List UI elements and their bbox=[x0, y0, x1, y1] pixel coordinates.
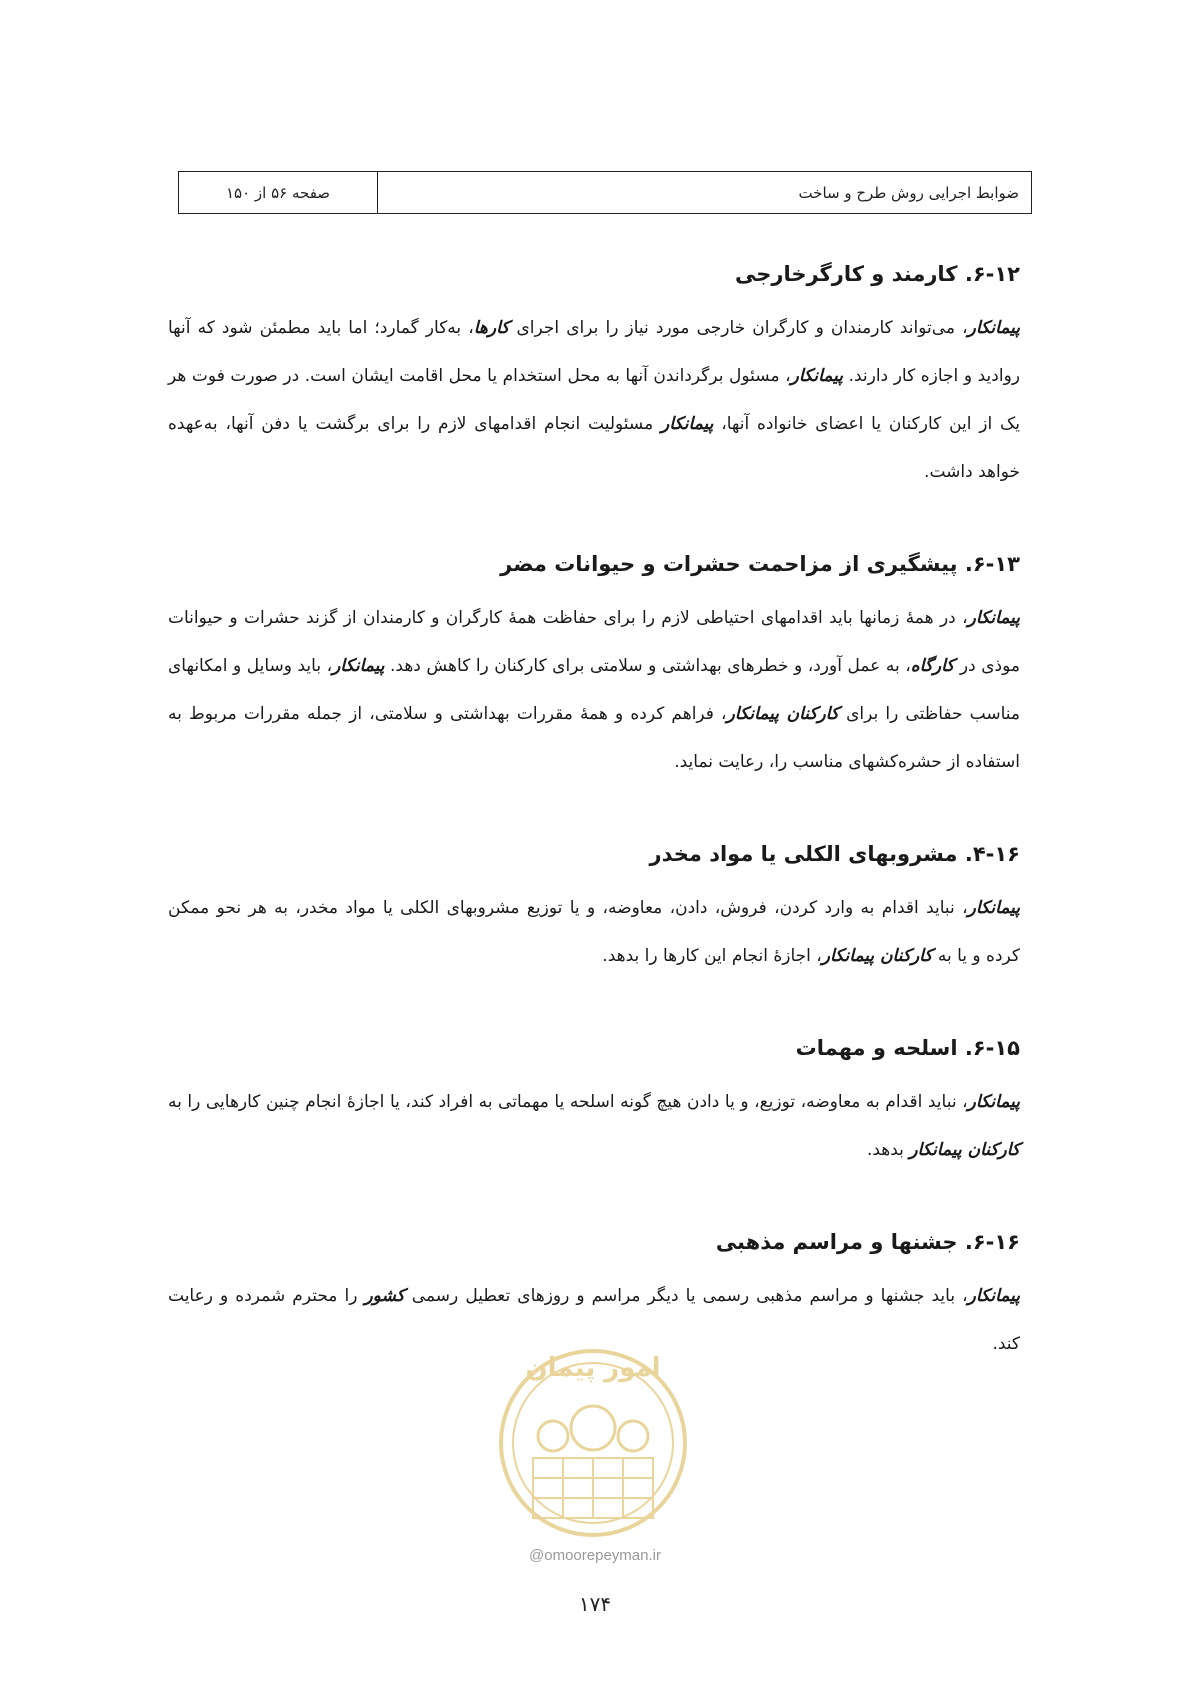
section-heading bbox=[168, 1226, 1020, 1258]
paragraph-text: ، در همهٔ زمانها باید اقدامهای احتیاطی لازم را برای حفاظت همهٔ کارگران و کارمندان از گزند حشرات و حیوانات موذی در bbox=[168, 608, 1020, 676]
header-table bbox=[178, 171, 1032, 214]
section-title: جشنها و مراسم مذهبی bbox=[715, 1230, 958, 1254]
paragraph-text: ، باید وسایل و امکانهای مناسب حفاظتی را برای bbox=[168, 656, 1020, 724]
paragraph-text: بدهد. bbox=[866, 1140, 910, 1160]
section-number: ۶-۱۲. bbox=[964, 262, 1020, 286]
section-number: ۶-۱۳. bbox=[964, 552, 1020, 576]
paragraph-text: ، به‌کار گمارد؛ اما باید مطمئن شود که آنها روادید و اجازه کار دارند. bbox=[168, 318, 1020, 386]
section bbox=[168, 1032, 1020, 1174]
emphasized-term: پیمانکار bbox=[967, 1286, 1020, 1306]
paragraph-text: ، باید جشنها و مراسم مذهبی رسمی یا دیگر مراسم و روزهای تعطیل رسمی bbox=[404, 1286, 968, 1306]
section bbox=[168, 258, 1020, 496]
page-number: ۱۷۴ bbox=[578, 1592, 612, 1616]
section-title: پیشگیری از مزاحمت حشرات و حیوانات مضر bbox=[500, 552, 958, 576]
section-title: کارمند و کارگرخارجی bbox=[735, 262, 958, 286]
page-info: صفحه ۵۶ از ۱۵۰ bbox=[225, 183, 331, 202]
paragraph-text: ، مسئول برگرداندن آنها به محل استخدام یا محل اقامت ایشان است. در صورت فوت هر یک از این کارکنان یا اعضای خانواده آنها، bbox=[168, 366, 1020, 434]
paragraph-text: مسئولیت انجام اقدامهای لازم را برای برگشت یا دفن آنها، به‌عهده خواهد داشت. bbox=[168, 414, 1020, 482]
emphasized-term: پیمانکار bbox=[967, 318, 1020, 338]
emphasized-term: کارکنان پیمانکار bbox=[726, 704, 839, 724]
paragraph-text: را محترم شمرده و رعایت کند. bbox=[168, 1286, 1020, 1354]
emphasized-term: پیمانکار bbox=[967, 898, 1020, 918]
emphasized-term: پیمانکار bbox=[661, 414, 714, 434]
section-paragraph bbox=[168, 884, 1020, 980]
section-heading bbox=[168, 838, 1020, 870]
emphasized-term: پیمانکار bbox=[967, 1092, 1020, 1112]
watermark-url: @omoorepeyman.ir bbox=[529, 1547, 661, 1564]
emphasized-term: کارها bbox=[473, 318, 510, 338]
emphasized-term: کارگاه bbox=[910, 656, 955, 676]
section-heading bbox=[168, 258, 1020, 290]
emphasized-term: کشور bbox=[364, 1286, 405, 1306]
paragraph-text: ، می‌تواند کارمندان و کارگران خارجی مورد نیاز را برای اجرای bbox=[509, 318, 968, 338]
emphasized-term: پیمانکار bbox=[967, 608, 1020, 628]
section-number: ۶-۱۶. bbox=[964, 1230, 1020, 1254]
document-body bbox=[168, 258, 1020, 1420]
watermark-logo bbox=[488, 1328, 698, 1553]
section-number: ۶-۱۵. bbox=[964, 1036, 1020, 1060]
emphasized-term: پیمانکار bbox=[790, 366, 843, 386]
section bbox=[168, 838, 1020, 980]
emphasized-term: کارکنان پیمانکار bbox=[909, 1140, 1020, 1160]
paragraph-text: ، اجازهٔ انجام این کارها را بدهد. bbox=[602, 946, 822, 966]
section-number: ۴-۱۶. bbox=[964, 842, 1020, 866]
watermark-logo-text: امور پیمان bbox=[525, 1353, 661, 1383]
section-title: مشروبهای الکلی یا مواد مخدر bbox=[649, 842, 958, 866]
section-paragraph bbox=[168, 304, 1020, 496]
emphasized-term: کارکنان پیمانکار bbox=[821, 946, 933, 966]
paragraph-text: ، نباید اقدام به وارد کردن، فروش، دادن، معاوضه، و یا توزیع مشروبهای الکلی یا مواد مخدر، به هر نحو ممکن کرده و یا به bbox=[168, 898, 1020, 966]
document-title: ضوابط اجرایی روش طرح و ساخت bbox=[377, 172, 1031, 213]
section-heading bbox=[168, 1032, 1020, 1064]
section-title: اسلحه و مهمات bbox=[795, 1036, 958, 1060]
section bbox=[168, 548, 1020, 786]
paragraph-text: ، فراهم کرده و همهٔ مقررات بهداشتی و سلامتی، از جمله مقررات مربوط به استفاده از حشره‌کشهای مناسب را، رعایت نماید. bbox=[168, 704, 1020, 772]
section-heading bbox=[168, 548, 1020, 580]
paragraph-text: ، نباید اقدام به معاوضه، توزیع، و یا دادن هیچ گونه اسلحه یا مهماتی به افراد کند، یا اجازهٔ انجام چنین کارهایی را به bbox=[168, 1092, 968, 1112]
section-paragraph bbox=[168, 594, 1020, 786]
section-paragraph bbox=[168, 1078, 1020, 1174]
emphasized-term: پیمانکار bbox=[332, 656, 385, 676]
paragraph-text: ، به عمل آورد، و خطرهای بهداشتی و سلامتی برای کارکنان را کاهش دهد. bbox=[384, 656, 911, 676]
